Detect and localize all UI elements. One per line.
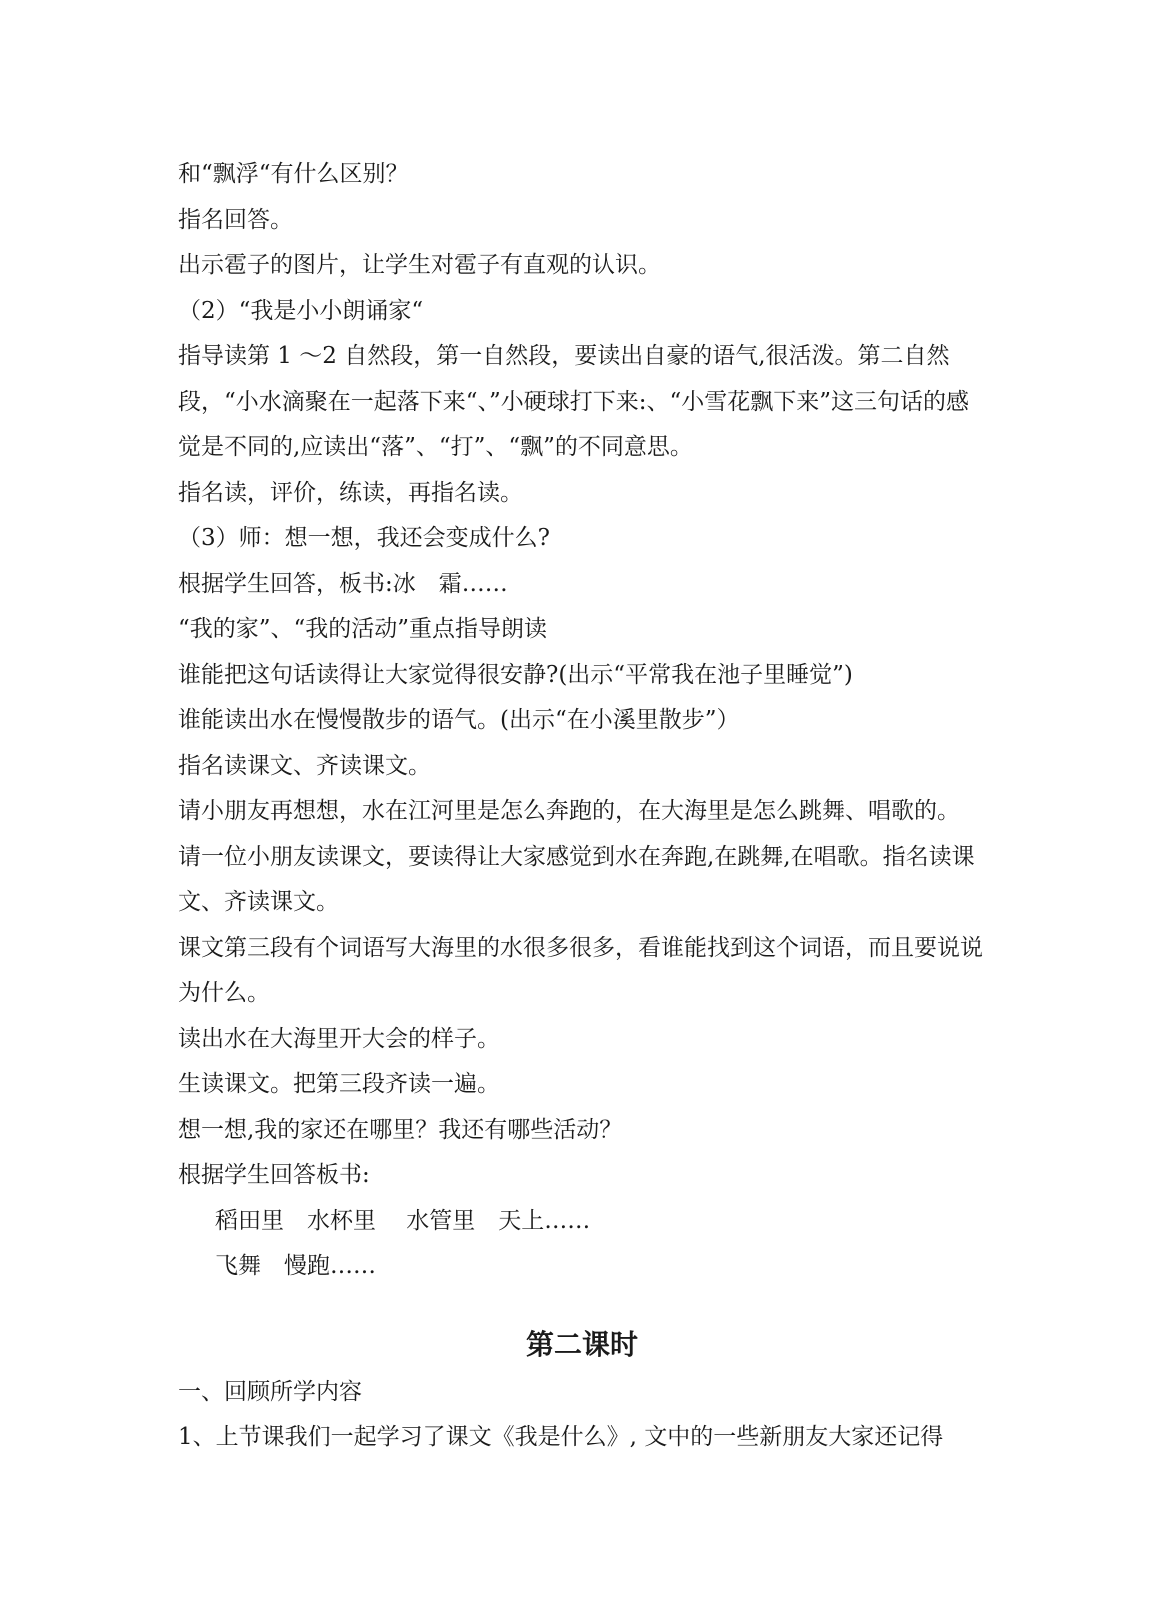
paragraph: 请小朋友再想想，水在江河里是怎么奔跑的，在大海里是怎么跳舞、唱歌的。 bbox=[178, 798, 960, 824]
paragraph: 生读课文。把第三段齐读一遍。 bbox=[178, 1071, 500, 1097]
board-line: 飞舞 慢跑…… bbox=[215, 1253, 376, 1279]
board-line: 稻田里 水杯里 水管里 天上…… bbox=[215, 1207, 591, 1234]
paragraph: 和“飘浮“有什么区别？ bbox=[178, 161, 409, 187]
paragraph: 指名读，评价，练读，再指名读。 bbox=[178, 479, 523, 506]
paragraph: （2）“我是小小朗诵家“ bbox=[178, 297, 424, 324]
paragraph: 根据学生回答，板书:冰 霜…… bbox=[178, 570, 508, 597]
section-heading: 第二课时 bbox=[525, 1327, 638, 1361]
paragraph: 出示雹子的图片，让学生对雹子有直观的认识。 bbox=[178, 252, 661, 278]
paragraph: 指导读第 1 ～2 自然段，第一自然段，要读出自豪的语气,很活泼。第二自然段，“小水滴聚在一起落下来“、”小硬球打下来:、“小雪花飘下来”这三句话的感觉是不同的,应读出“落”、“打”、“飘”的不同意思。 bbox=[178, 343, 970, 460]
paragraph: 想一想,我的家还在哪里？我还有哪些活动？ bbox=[178, 1116, 623, 1143]
paragraph: 指名回答。 bbox=[178, 206, 293, 233]
paragraph: 一、回顾所学内容 bbox=[178, 1378, 362, 1405]
paragraph: “我的家”、“我的活动”重点指导朗读 bbox=[178, 616, 548, 642]
paragraph: 读出水在大海里开大会的样子。 bbox=[178, 1025, 500, 1052]
paragraph: 谁能把这句话读得让大家觉得很安静?(出示“平常我在池子里睡觉”) bbox=[178, 661, 853, 688]
paragraph: 谁能读出水在慢慢散步的语气。(出示“在小溪里散步”） bbox=[178, 707, 740, 733]
paragraph: （3）师：想一想，我还会变成什么? bbox=[178, 525, 550, 551]
paragraph: 请一位小朋友读课文，要读得让大家感觉到水在奔跑,在跳舞,在唱歌。指名读课文、齐读课文。 bbox=[178, 843, 975, 915]
paragraph: 1、上节课我们一起学习了课文《我是什么》, 文中的一些新朋友大家还记得 bbox=[178, 1424, 944, 1450]
paragraph: 根据学生回答板书: bbox=[178, 1162, 370, 1188]
document-body bbox=[178, 152, 986, 1461]
paragraph: 指名读课文、齐读课文。 bbox=[178, 752, 431, 779]
spacer bbox=[178, 1290, 986, 1320]
paragraph: 课文第三段有个词语写大海里的水很多很多，看谁能找到这个词语，而且要说说为什么。 bbox=[178, 934, 983, 1006]
